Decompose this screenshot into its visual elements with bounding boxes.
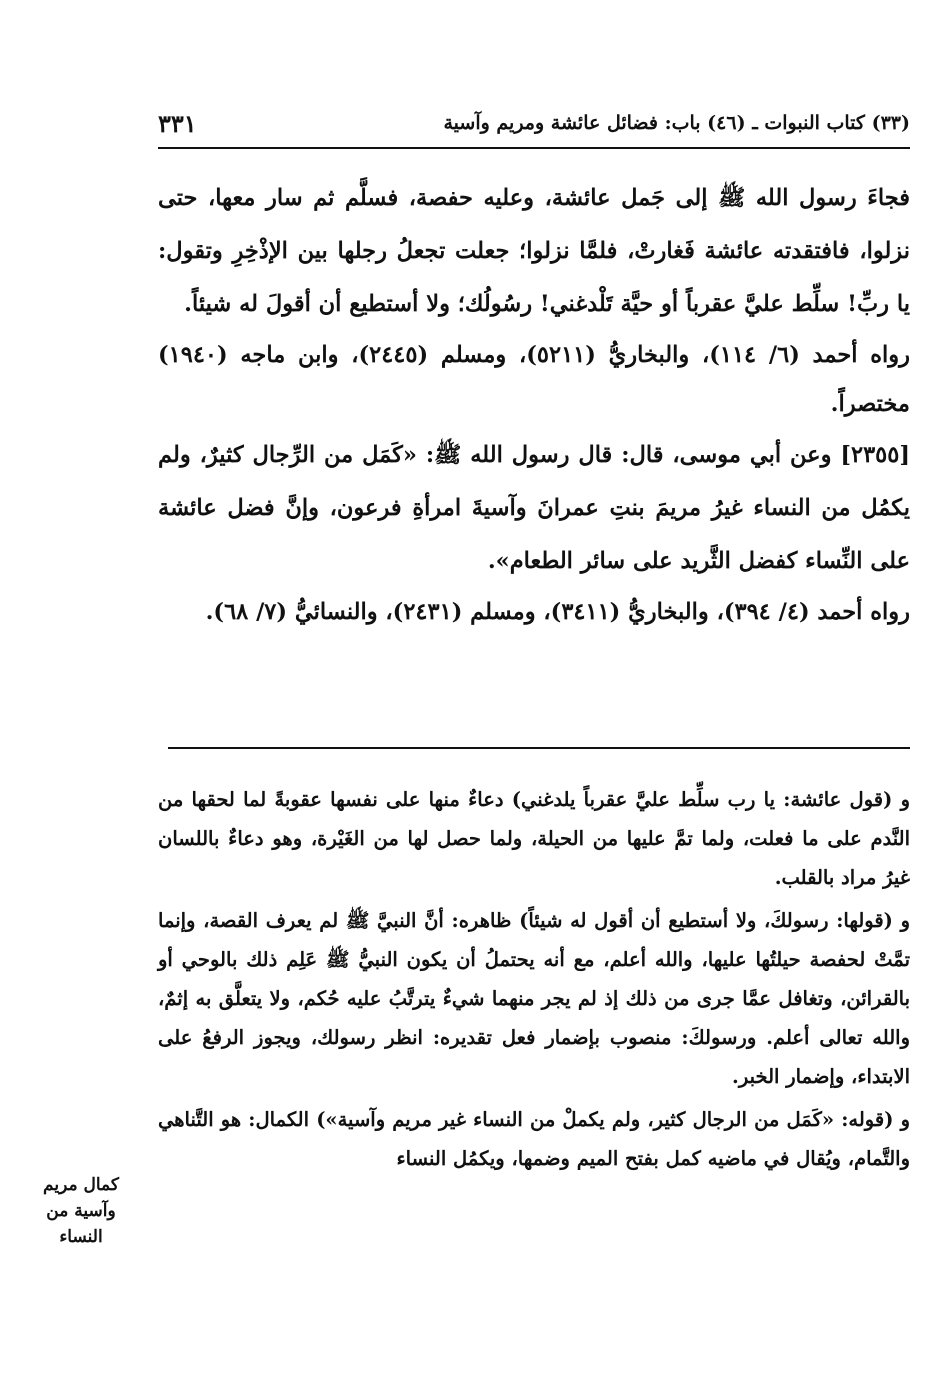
text-line: لها من الغَيْرة، وهو دعاءٌ باللسان غيرُ مراد بالقلب. [158,827,910,889]
text-line: يكون النبيُّ ﷺ عَلِم ذلك بالوحي أو بالقرائن، وتغافل عمَّا جرى من ذلك إذ لم [158,948,911,1010]
note-3 [158,1100,910,1178]
page-header [158,106,910,140]
hadith-paragraph-2 [158,429,910,588]
text-line: يجر منهما شيءٌ يترتَّبُ عليه حُكم، ولا يتعلَّق به إثمٌ، والله تعالى أعلم. [158,987,910,1049]
text-line: الكمال: هو التَّناهي والتَّمام، ويُقال في ماضيه كمل بفتح الميم وضمها، ويكمُل النساء [158,1108,910,1170]
text-line: الإذْخِرِ وتقول: يا ربِّ! سلِّط عليَّ عقرباً أو حيَّة تَلْدغني! رسُولُك؛ ولا [158,238,910,317]
margin-note [12,1172,150,1250]
text-line: الرِّجال كثيرٌ، ولم يكمُل من النساء غيرُ مريمَ بنتِ عمرانَ وآسيةَ امرأةِ [158,442,910,521]
page-number: ٣٣١ [158,108,197,138]
main-text [158,172,910,637]
text-line: فجاءَ رسول الله ﷺ إلى جَمل عائشة، وعليه حفصة، فسلَّم ثم سار معها، [208,185,910,211]
text-line: رواه أحمد (٤/ ٣٩٤)، والبخاريُّ (٣٤١١)، ومسلم (٢٤٣١)، [385,599,910,625]
text-line: الابتداء، وإضمار الخبر. [732,1065,910,1088]
text-line: و (قول عائشة: يا رب سلِّط عليَّ عقرباً يلدغني) دعاءٌ منها على نفسها [330,788,910,811]
text-line: أستطيع أن أقولَ له شيئاً. [184,291,419,317]
text-line: عقوبةً لما لحقها من النَّدم على ما فعلت، ولما تمَّ عليها من الحيلة، ولما حصل [158,788,911,850]
header-divider [158,147,910,149]
commentary-notes [158,780,910,1182]
text-line: فرعون، وإنَّ فضل عائشة على النِّساء كفضل الثَّريد على سائر الطعام». [158,495,910,574]
text-line: يعرف القصة، وإنما تمَّتْ لحفصة حيلتُها عليها، والله أعلم، مع أنه يحتملُ أن [158,909,910,971]
text-line: و (قوله: «كَمَل من الرجال كثير، ولم يكملْ من النساء غير مريم وآسية») [316,1108,910,1131]
text-line: وابن ماجه (١٩٤٠) مختصراً. [158,342,910,417]
margin-note-line: وآسية من [46,1201,116,1221]
text-line: و (قولها: رسولكَ، ولا أستطيع أن أقول له شيئاً) ظاهره: أنَّ النبيَّ ﷺ لم [319,909,910,932]
reference-1 [158,331,910,429]
text-line: [٢٣٥٥] وعن أبي موسى، قال: قال رسول الله ﷺ: «كَمَل من [324,442,910,468]
margin-note-line: النساء [59,1227,103,1247]
note-1 [158,780,910,897]
notes-divider [168,747,910,749]
text-line: حتى نزلوا، فافتقدته عائشة فَغارتْ، فلمَّا نزلوا؛ جعلت تجعلُ رجلها بين [158,185,910,264]
margin-note-line: كمال مريم [43,1175,119,1195]
text-line: رواه أحمد (٦/ ١١٤)، والبخاريُّ (٥٢١١)، ومسلم (٢٤٤٥)، [351,342,911,368]
text-line: والنسائيُّ (٧/ ٦٨). [205,599,378,625]
note-2 [158,901,910,1096]
reference-2 [158,588,910,637]
hadith-paragraph-1 [158,172,910,331]
text-line: ورسولكَ: منصوب بإضمار فعل تقديره: انظر رسولك، ويجوز الرفعُ على [158,1026,757,1049]
running-title: (٣٣) كتاب النبوات ـ (٤٦) باب: فضائل عائشة ومريم وآسية [443,112,910,134]
